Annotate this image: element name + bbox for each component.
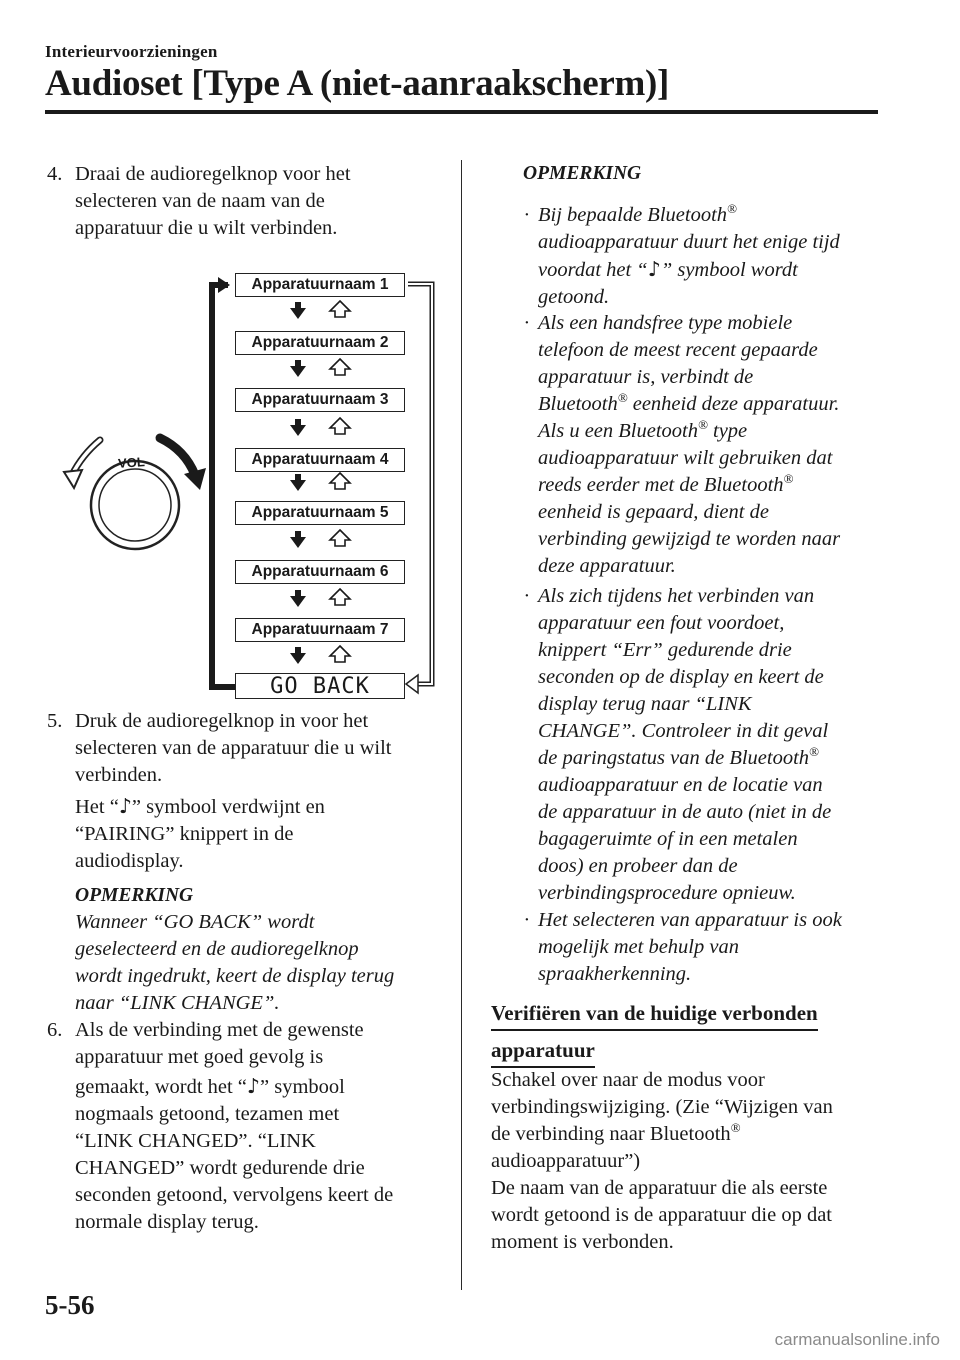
text-line xyxy=(538,391,883,418)
loop-arrowhead-icon xyxy=(406,675,418,693)
text-line: nogmaals getoond, tezamen met xyxy=(75,1103,340,1125)
text-line: Schakel over naar de modus voor xyxy=(491,1069,765,1091)
page-number: 5-56 xyxy=(45,1290,95,1320)
text-line: telefoon de meest recent gepaarde xyxy=(538,339,818,361)
text-line: Als de verbinding met de gewenste xyxy=(75,1019,364,1041)
text-line: de apparatuur in de auto (niet in de xyxy=(538,801,832,823)
backward-loop-line xyxy=(408,284,432,684)
text-line xyxy=(491,1121,891,1148)
device-name-box: Apparatuurnaam 3 xyxy=(235,388,405,412)
watermark: carmanualsonline.info xyxy=(774,1330,940,1349)
step-6 xyxy=(47,1017,455,1236)
paragraph xyxy=(491,1067,891,1256)
text-line: selecteren van de naam van de xyxy=(75,190,325,212)
text-run: eenheid deze apparatuur. xyxy=(627,393,840,415)
bullet-mark: · xyxy=(524,909,530,931)
text-run: ” symbool wordt xyxy=(660,259,798,281)
down-arrow-icon xyxy=(290,647,306,664)
text-run: ” symbool xyxy=(260,1076,345,1098)
text-run: ” symbool verdwijnt en xyxy=(131,796,325,818)
text-line: audioapparatuur duurt het enige tijd xyxy=(538,231,840,253)
down-arrow-icon xyxy=(290,419,306,436)
text-run: Bij bepaalde Bluetooth xyxy=(538,204,728,226)
text-line: Het selecteren van apparatuur is ook xyxy=(538,909,842,931)
text-line: seconden getoond, vervolgens keert de xyxy=(75,1184,394,1206)
step-4 xyxy=(47,161,445,242)
section-heading xyxy=(491,1000,871,1074)
text-line: verbinding gewijzigd te worden naar xyxy=(538,528,841,550)
text-line: apparatuur is, verbindt de xyxy=(538,366,754,388)
bluetooth-note-icon: ♪ xyxy=(647,257,661,281)
device-selection-diagram xyxy=(60,270,450,710)
text-run: de verbinding naar Bluetooth xyxy=(491,1123,731,1145)
text-line: audioapparatuur en de locatie van xyxy=(538,774,823,796)
text-line: “LINK CHANGED”. “LINK xyxy=(75,1130,316,1152)
note-bullet xyxy=(524,201,878,311)
rotate-right-arrowhead-icon xyxy=(184,468,206,490)
device-name-box: Apparatuurnaam 5 xyxy=(235,501,405,525)
bullet-mark: · xyxy=(524,204,530,226)
down-arrow-icon xyxy=(290,531,306,548)
step-number: 6. xyxy=(47,1019,63,1041)
text-run: reeds eerder met de Bluetooth xyxy=(538,474,784,496)
text-line: mogelijk met behulp van xyxy=(538,936,739,958)
text-line: CHANGE”. Controleer in dit geval xyxy=(538,720,829,742)
step-5 xyxy=(47,708,450,875)
column-divider xyxy=(461,160,462,1290)
up-arrow-icon xyxy=(330,530,350,546)
down-arrow-icon xyxy=(290,590,306,607)
text-run: type xyxy=(707,420,748,442)
device-name-box: Apparatuurnaam 1 xyxy=(235,273,405,297)
registered-mark: ® xyxy=(697,417,708,433)
text-line: spraakherkenning. xyxy=(538,963,692,985)
text-line: audioapparatuur”) xyxy=(491,1150,641,1172)
text-run: voordat het “ xyxy=(538,259,648,281)
text-line: bagageruimte of in een metalen xyxy=(538,828,798,850)
text-line: seconden op de display en keert de xyxy=(538,666,824,688)
rotate-right-arc xyxy=(160,438,195,475)
text-line: audiodisplay. xyxy=(75,850,184,872)
text-line xyxy=(75,1073,455,1101)
vol-label: VOL xyxy=(117,454,146,471)
text-line: Als een handsfree type mobiele xyxy=(538,312,793,334)
text-line: eenheid is gepaard, dient de xyxy=(538,501,769,523)
text-line: naar “LINK CHANGE”. xyxy=(75,992,280,1014)
up-arrow-icon xyxy=(330,473,350,489)
text-line xyxy=(538,418,883,445)
arrow-rows xyxy=(290,301,350,664)
registered-mark: ® xyxy=(727,201,737,217)
up-arrow-icon xyxy=(330,646,350,662)
device-name-box: Apparatuurnaam 4 xyxy=(235,448,405,472)
text-line: moment is verbonden. xyxy=(491,1231,674,1253)
note-bullet xyxy=(524,310,883,580)
text-line: verbindingsprocedure opnieuw. xyxy=(538,882,796,904)
up-arrow-icon xyxy=(330,589,350,605)
text-line: Als zich tijdens het verbinden van xyxy=(538,585,815,607)
text-line: Druk de audioregelknop in voor het xyxy=(75,710,369,732)
registered-mark: ® xyxy=(730,1120,741,1136)
text-run: de paringstatus van de Bluetooth xyxy=(538,747,810,769)
up-arrow-icon xyxy=(330,301,350,317)
step-number: 4. xyxy=(47,163,63,185)
text-line: display terug naar “LINK xyxy=(538,693,752,715)
note-title: OPMERKING xyxy=(523,163,642,184)
device-name-box: Apparatuurnaam 6 xyxy=(235,560,405,584)
text-line xyxy=(538,202,878,229)
knob-inner-ring xyxy=(99,469,171,541)
text-line: getoond. xyxy=(538,286,610,308)
text-line: doos) en probeer dan de xyxy=(538,855,738,877)
text-line: verbinden. xyxy=(75,764,163,786)
text-line: apparatuur een fout voordoet, xyxy=(538,612,785,634)
text-run: Bluetooth xyxy=(538,393,618,415)
go-back-box: GO BACK xyxy=(235,673,405,699)
text-run: Het “ xyxy=(75,796,119,818)
page-title: Audioset [Type A (niet-aanraakscherm)] xyxy=(45,63,670,104)
text-line: wordt getoond is de apparatuur die op dat xyxy=(491,1204,833,1226)
text-line: De naam van de apparatuur die als eerste xyxy=(491,1177,828,1199)
text-line: selecteren van de apparatuur die u wilt xyxy=(75,737,392,759)
text-line xyxy=(538,256,878,284)
text-run: Als u een Bluetooth xyxy=(538,420,698,442)
step-number: 5. xyxy=(47,710,63,732)
text-line xyxy=(75,793,450,821)
text-run: gemaakt, wordt het “ xyxy=(75,1076,247,1098)
text-line: Wanneer “GO BACK” wordt xyxy=(75,911,315,933)
registered-mark: ® xyxy=(783,471,794,487)
text-line: knippert “Err” gedurende drie xyxy=(538,639,792,661)
text-line: apparatuur die u wilt verbinden. xyxy=(75,217,338,239)
text-line xyxy=(538,745,883,772)
text-line: “PAIRING” knippert in de xyxy=(75,823,294,845)
text-line: geselecteerd en de audioregelknop xyxy=(75,938,359,960)
heading-line: Verifiëren van de huidige verbonden xyxy=(491,1000,818,1031)
note-block xyxy=(75,882,450,1017)
text-line: verbindingswijziging. (Zie “Wijzigen van xyxy=(491,1096,833,1118)
registered-mark: ® xyxy=(809,744,819,760)
rotate-left-arrowhead-icon xyxy=(64,470,82,488)
registered-mark: ® xyxy=(617,390,628,406)
device-name-box: Apparatuurnaam 2 xyxy=(235,331,405,355)
note-bullet xyxy=(524,583,883,907)
bullet-mark: · xyxy=(524,312,530,334)
down-arrow-icon xyxy=(290,302,306,319)
header-rule xyxy=(45,110,878,114)
note-title: OPMERKING xyxy=(75,885,194,906)
up-arrow-icon xyxy=(330,418,350,434)
down-arrow-icon xyxy=(290,474,306,491)
text-line: Draai de audioregelknop voor het xyxy=(75,163,351,185)
text-line: audioapparatuur wilt gebruiken dat xyxy=(538,447,833,469)
bullet-mark: · xyxy=(524,585,530,607)
section-label: Interieurvoorzieningen xyxy=(45,42,218,61)
text-line: CHANGED” wordt gedurende drie xyxy=(75,1157,365,1179)
note-bullet xyxy=(524,907,883,988)
heading-line: apparatuur xyxy=(491,1037,595,1068)
forward-loop-line xyxy=(212,285,235,687)
text-line: normale display terug. xyxy=(75,1211,259,1233)
text-line xyxy=(538,472,883,499)
text-line: wordt ingedrukt, keert de display terug xyxy=(75,965,395,987)
bluetooth-note-icon: ♪ xyxy=(118,794,132,818)
device-name-box: Apparatuurnaam 7 xyxy=(235,618,405,642)
down-arrow-icon xyxy=(290,360,306,377)
text-line: apparatuur met goed gevolg is xyxy=(75,1046,324,1068)
text-line: deze apparatuur. xyxy=(538,555,676,577)
bluetooth-note-icon: ♪ xyxy=(246,1074,261,1098)
up-arrow-icon xyxy=(330,359,350,375)
